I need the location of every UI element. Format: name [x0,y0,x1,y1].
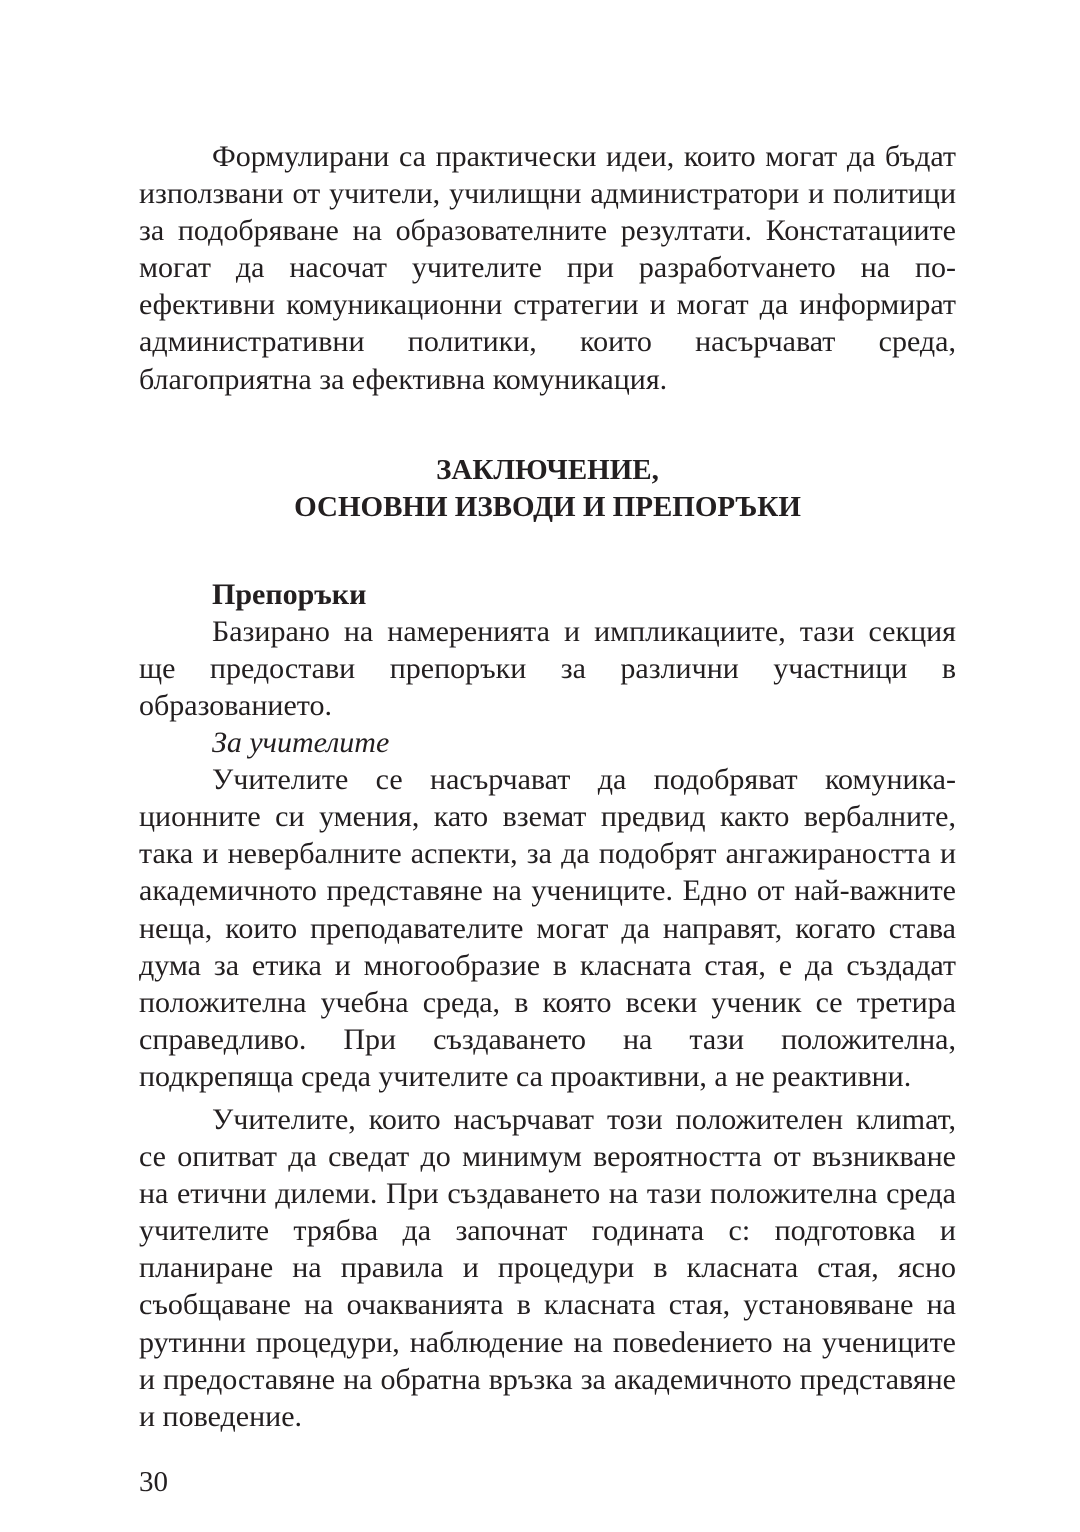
subsection-title: За учителите [212,726,390,760]
teachers-paragraph-1: Учителите се насърчават да подобряват комуникационните си умения, като вземат предвид както вербалните, така и невербалните аспекти, за да подобрят ангажираността и академичното представяне на учениците. Едно от най-важните неща, които преподавателите могат да направят, когато става дума за етика и многообразие в класната стая, е да създадат положителна учебна среда, в която всеки ученик се третира справедливо. При създаването на тази положителна, подкрепяща среда учителите са проактивни, а не реактивни. [139,763,956,1093]
page-number: 30 [139,1466,168,1498]
section-intro-paragraph: Базирано на намеренията и импликациите, тази секция ще предостави препоръки за различни участници в образованието. [139,614,956,722]
section-title: Препоръки [212,577,367,611]
chapter-heading [139,452,956,526]
intro-paragraph: Формулирани са практически идеи, които могат да бъдат използвани от учители, училищни администратори и политици за подобряване на образователните резултати. Констатациите могат да насочат учителите при разработvането на по-ефективни комуникационни стратегии и могат да информират административни политики, които насърчават среда, благоприятна за ефективна комуникация. [139,140,956,396]
chapter-heading-line2: ОСНОВНИ ИЗВОДИ И ПРЕПОРЪКИ [294,490,801,523]
chapter-heading-line1: ЗАКЛЮЧЕНИЕ, [436,453,659,486]
teachers-paragraph-2: Учителите, които насърчават този положителен клиmат, се опитват да сведат до минимум вероятността от възникване на етични дилеми. При създаването на тази положителна среда учителите трябва да започнат годината с: подготовка и планиране на правила и процедури в класната стая, ясно съобщаване на очакванията в класната стая, установяване на рутинни процедури, наблюдение на повеdението на учениците и предоставяне на обратна връзка за академичното представяне и поведение. [139,1102,956,1433]
page-body [139,138,956,1435]
